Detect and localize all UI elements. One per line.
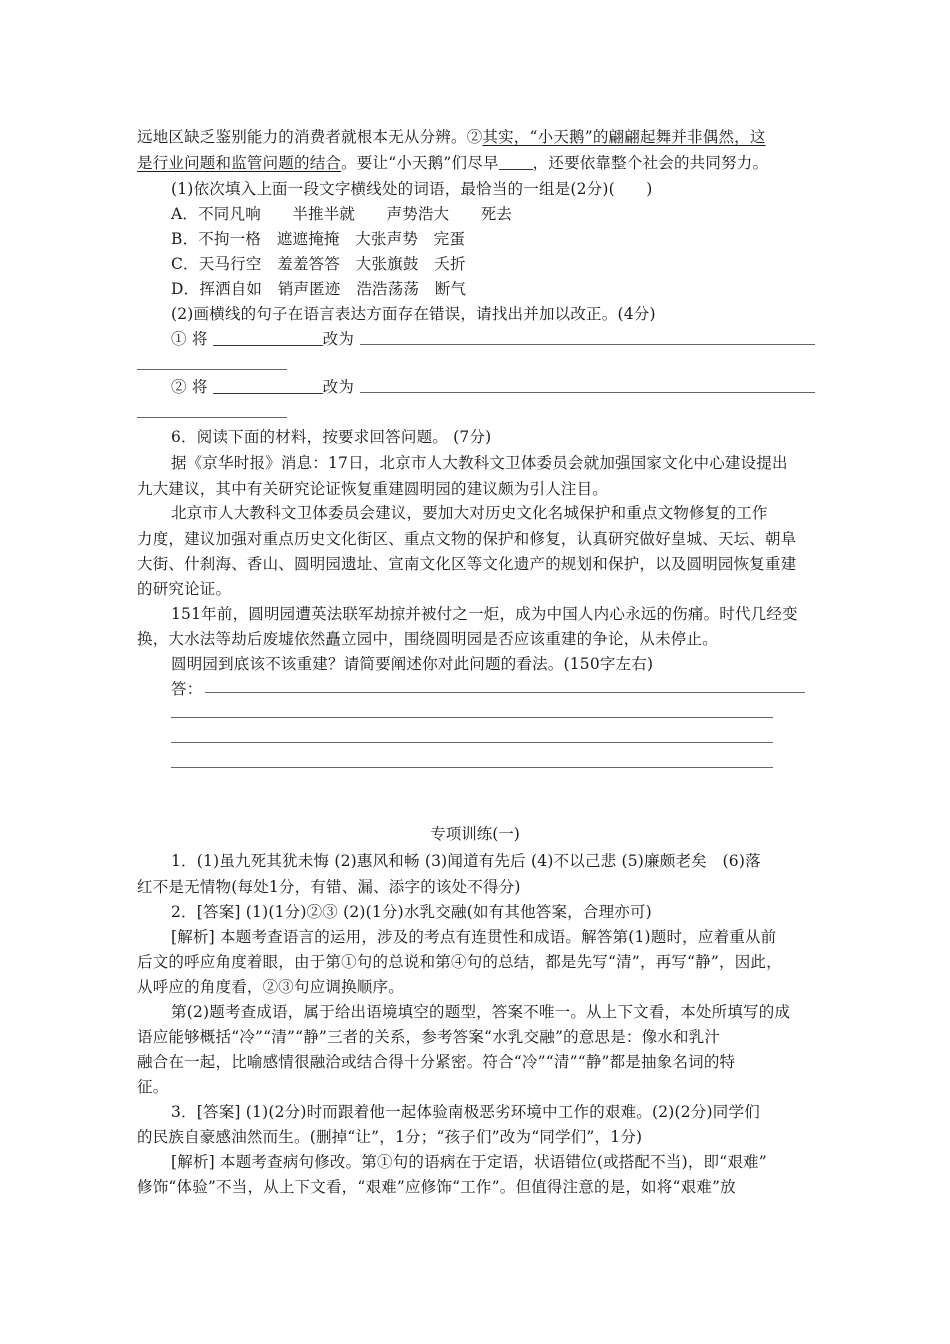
answer-line[interactable] <box>171 767 773 768</box>
answer-line[interactable] <box>171 742 773 743</box>
passage-line-2 <box>137 152 817 174</box>
material-para-1: 据《京华时报》消息：17日，北京市人大教科文卫体委员会就加强国家文化中心建设提出 <box>171 454 788 472</box>
underlined-sentence: 其实，“小天鹅”的翩翩起舞并非偶然，这 <box>482 128 766 146</box>
answer-3: 的民族自豪感油然而生。(删掉“让”，1分；“孩子们”改为“同学们”，1分) <box>137 1128 643 1146</box>
correction-label: ② 将 <box>171 378 208 396</box>
answer-blank[interactable] <box>213 331 323 346</box>
answer-3: 3．[答案] (1)(2分)时而跟着他一起体验南极恶劣环境中工作的艰难。(2)(2分)同学们 <box>171 1103 760 1121</box>
passage-text: 远地区缺乏鉴别能力的消费者就根本无从分辨。② <box>137 128 483 146</box>
question-6-prompt: 圆明园到底该不该重建？请简要阐述你对此问题的看法。(150字左右) <box>171 655 654 673</box>
sub-question-1: (1)依次填入上面一段文字横线处的词语，最恰当的一组是(2分)( ) <box>171 180 653 198</box>
material-para-2: 的研究论证。 <box>137 580 232 598</box>
answer-line[interactable] <box>171 717 773 718</box>
answer-2-analysis: 从呼应的角度看，②③句应调换顺序。 <box>137 978 404 996</box>
answer-line[interactable] <box>205 692 805 693</box>
fill-blank[interactable] <box>499 155 533 170</box>
answer-2-analysis: 后文的呼应角度着眼，由于第①句的总说和第④句的总结，都是先写“清”，再写“静”，因此， <box>137 953 782 971</box>
correction-label: 改为 <box>322 330 355 348</box>
answer-blank[interactable] <box>213 379 323 394</box>
correction-label: 改为 <box>322 378 355 396</box>
option-c: C．天马行空 羞羞答答 大张旗鼓 夭折 <box>171 255 466 273</box>
answer-2-part2: 第(2)题考查成语，属于给出语境填空的题型，答案不唯一。从上下文看，本处所填写的成 <box>171 1003 791 1021</box>
answers-title: 专项训练(一) <box>430 825 520 843</box>
option-a: A．不同凡响 半推半就 声势浩大 死去 <box>171 205 513 223</box>
passage-line-1 <box>137 126 817 148</box>
material-para-3: 151年前，圆明园遭英法联军劫掠并被付之一炬，成为中国人内心永远的伤痛。时代几经变 <box>171 605 798 623</box>
material-para-3: 换，大水法等劫后废墟依然矗立园中，围绕圆明园是否应该重建的争论，从未停止。 <box>137 630 718 648</box>
option-b: B．不拘一格 遮遮掩掩 大张声势 完蛋 <box>171 230 466 248</box>
sub-question-2: (2)画横线的句子在语言表达方面存在错误，请找出并加以改正。(4分) <box>171 305 656 323</box>
answer-2-part2: 语应能够概括“冷”“清”“静”三者的关系，参考答案“水乳交融”的意思是：像水和乳汁 <box>137 1028 721 1046</box>
correction-label: ① 将 <box>171 330 208 348</box>
answer-2-analysis: [解析] 本题考查语言的运用，涉及的考点有连贯性和成语。解答第(1)题时，应着重从前 <box>171 928 777 946</box>
passage-text: ，还要依靠整个社会的共同努力。 <box>532 154 769 172</box>
passage-text: 。要让“小天鹅”们尽早 <box>341 154 499 172</box>
material-para-2: 北京市人大教科文卫体委员会建议，要加大对历史文化名城保护和重点文物修复的工作 <box>171 504 768 522</box>
answer-line[interactable] <box>360 392 815 393</box>
answer-2: 2．[答案] (1)(1分)②③ (2)(1分)水乳交融(如有其他答案，合理亦可) <box>171 903 652 921</box>
question-6-stem: 6．阅读下面的材料，按要求回答问题。 (7分) <box>171 428 492 446</box>
answer-line[interactable] <box>137 369 287 370</box>
answer-3-analysis: [解析] 本题考查病句修改。第①句的语病在于定语，状语错位(或搭配不当)，即“艰难” <box>171 1153 767 1171</box>
answer-1: 1．(1)虽九死其犹未悔 (2)惠风和畅 (3)闻道有先后 (4)不以己悲 (5)廉颇老矣 (6)落 <box>171 852 761 870</box>
answer-label: 答： <box>171 680 203 698</box>
answer-2-part2: 征。 <box>137 1078 169 1096</box>
material-para-1: 九大建议，其中有关研究论证恢复重建圆明园的建议颇为引人注目。 <box>137 480 609 498</box>
material-para-2: 大街、什刹海、香山、圆明园遗址、宣南文化区等文化遗产的规划和保护，以及圆明园恢复重建 <box>137 555 797 573</box>
correction-row-2 <box>171 376 851 398</box>
underlined-sentence: 是行业问题和监管问题的结合 <box>137 154 342 172</box>
material-para-2: 力度，建议加强对重点历史文化街区、重点文物的保护和修复，认真研究做好皇城、天坛、朝阜 <box>137 530 797 548</box>
answer-3-analysis: 修饰“体验”不当，从上下文看，“艰难”应修饰“工作”。但值得注意的是，如将“艰难”放 <box>137 1178 736 1196</box>
answer-2-part2: 融合在一起，比喻感情很融洽或结合得十分紧密。符合“冷”“清”“静”都是抽象名词的特 <box>137 1053 736 1071</box>
option-d: D．挥洒自如 销声匿迹 浩浩荡荡 断气 <box>171 280 467 298</box>
answer-line[interactable] <box>137 417 287 418</box>
answer-line[interactable] <box>360 344 815 345</box>
correction-row-1 <box>171 328 851 350</box>
answer-1: 红不是无情物(每处1分，有错、漏、添字的该处不得分) <box>137 878 521 896</box>
